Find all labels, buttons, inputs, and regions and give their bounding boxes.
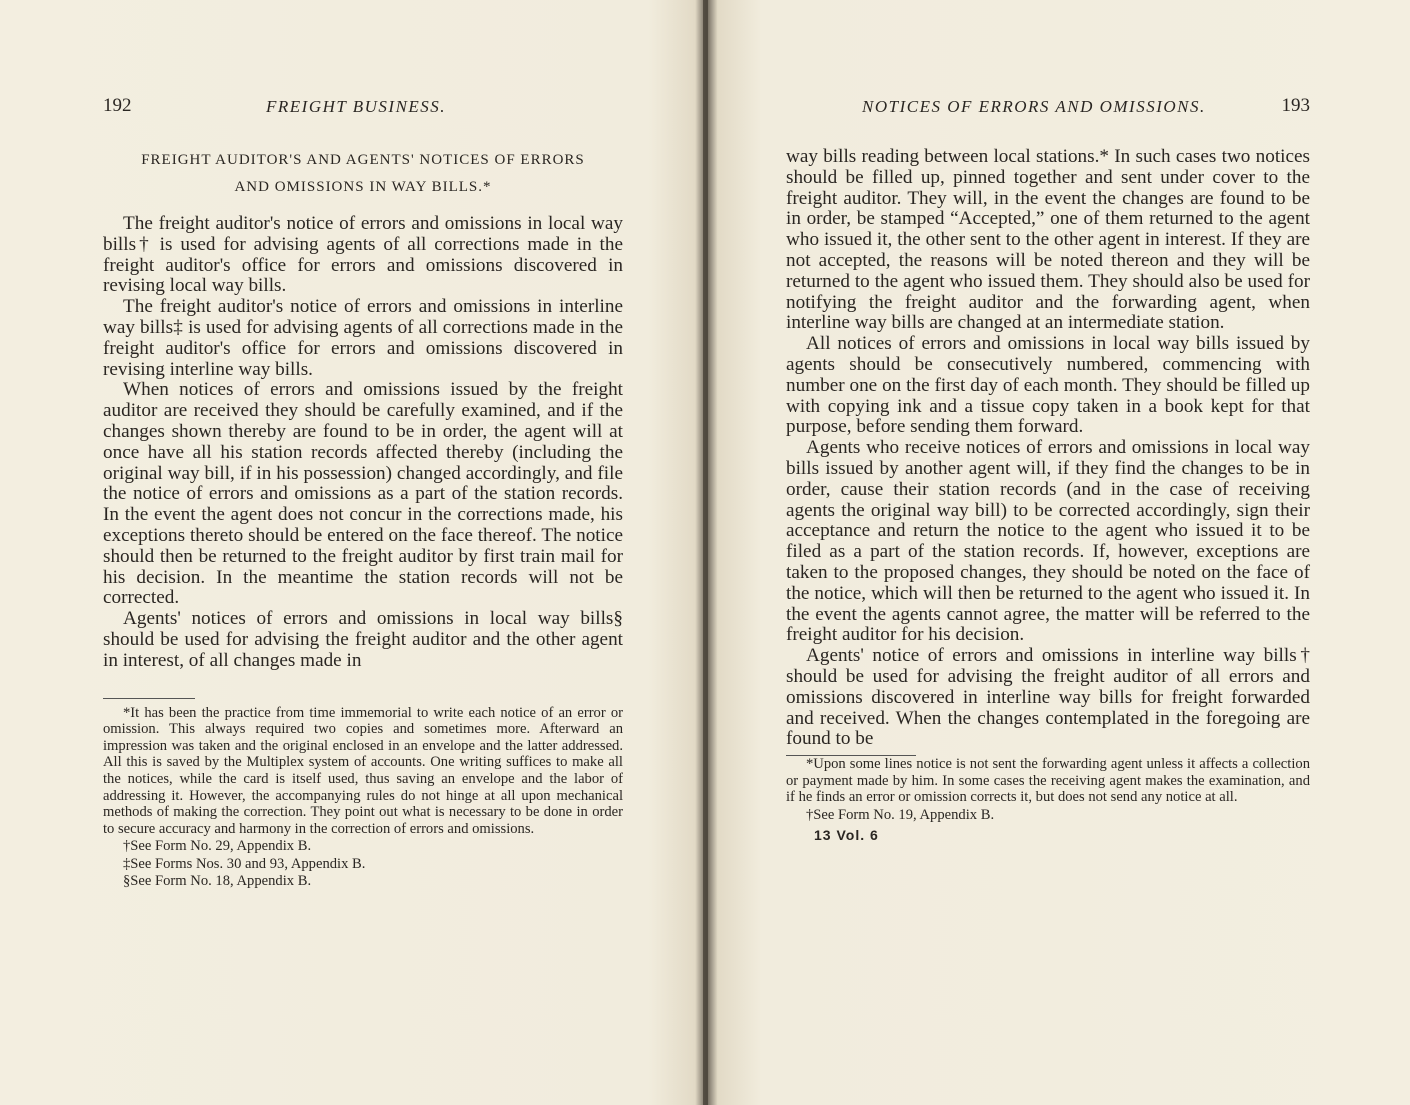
footnote: †See Form No. 29, Appendix B. bbox=[123, 838, 312, 855]
signature-mark: 13 Vol. 6 bbox=[814, 827, 879, 844]
section-heading bbox=[103, 147, 623, 201]
footnote: *It has been the practice from time immemorial to write each notice of an error or omission. This always required two copies and sometimes more. Afterward an impression was taken and the original enclosed in an envelope and the latter addressed. All this is saved by the Multiplex system of accounts. One writing suffices to make all the notices, while the card is itself used, thus saving an envelope and the labor of addressing it. However, the accompanying rules do not hinge at all upon mechanical methods of making the correction. They point out what is necessary to be done in order to secure accuracy and harmony in the correction of errors and omissions. bbox=[103, 704, 623, 837]
footnote: †See Form No. 19, Appendix B. bbox=[806, 806, 995, 823]
left-running-title: FREIGHT BUSINESS. bbox=[266, 97, 447, 116]
book-gutter bbox=[703, 0, 708, 1105]
left-page bbox=[103, 95, 623, 890]
right-page bbox=[786, 95, 1310, 843]
footnote-divider bbox=[786, 755, 916, 756]
footnote: §See Form No. 18, Appendix B. bbox=[123, 873, 312, 890]
paragraph: The freight auditor's notice of errors and omissions in local way bills† is used for advising agents of all corrections made in the freight auditor's office for errors and omissions discovered in revising local way bills. bbox=[103, 213, 623, 297]
paragraph: way bills reading between local stations.* In such cases two notices should be filled up, pinned together and sent under cover to the freight auditor. They will, in the event the changes are found to be in order, be stamped “Accepted,” one of them returned to the agent who issued it, the other sent to the other agent in interest. If they are not accepted, the reasons will be noted thereon and they will be returned to the agent who issued them. They should also be used for notifying the freight auditor and the forwarding agent, when interline way bills are changed at an intermediate station. bbox=[786, 146, 1310, 334]
left-running-head bbox=[103, 95, 623, 125]
right-running-title: NOTICES OF ERRORS AND OMISSIONS. bbox=[862, 97, 1206, 116]
paragraph: Agents who receive notices of errors and omissions in local way bills issued by another agent will, if they find the changes to be in order, cause their station records (and in the case of receiving agents the original way bill) to be corrected accordingly, sign their acceptance and return the notice to the agent who issued it to be filed as a part of the station records. If, however, exceptions are taken to the proposed changes, they should be noted on the face of the notice, which will then be returned to the agent who issued it. In the event the agents cannot agree, the matter will be referred to the freight auditor for his decision. bbox=[786, 437, 1310, 646]
paragraph: All notices of errors and omissions in local way bills issued by agents should be consecutively numbered, commencing with number one on the first day of each month. They should be filled up with copying ink and a tissue copy taken in a book kept for that purpose, before sending them forward. bbox=[786, 333, 1310, 438]
footnote: *Upon some lines notice is not sent the forwarding agent unless it affects a collection or payment made by him. In some cases the receiving agent makes the examination, and if he finds an error or omission corrects it, but does not send any notice at all. bbox=[786, 756, 1310, 806]
section-heading-line-1: FREIGHT AUDITOR'S AND AGENTS' NOTICES OF ERRORS bbox=[141, 152, 585, 168]
paragraph: When notices of errors and omissions issued by the freight auditor are received they should be carefully examined, and if the changes shown thereby are found to be in order, the agent will at once have all his station records affected thereby (including the original way bill, if in his possession) changed accordingly, and file the notice of errors and omissions as a part of the station records. In the event the agent does not concur in the corrections made, his exceptions thereto should be entered on the face thereof. The notice should then be returned to the freight auditor by first train mail for his decision. In the meantime the station records will not be corrected. bbox=[103, 379, 623, 609]
left-body-text bbox=[103, 214, 623, 672]
left-footnotes bbox=[103, 705, 623, 891]
footnote-divider bbox=[103, 698, 195, 699]
section-heading-line-2: AND OMISSIONS IN WAY BILLS.* bbox=[234, 179, 492, 195]
right-page-number: 193 bbox=[1281, 95, 1310, 116]
paragraph: Agents' notice of errors and omissions in interline way bills† should be used for advising the freight auditor of all errors and omissions discovered in interline way bills for freight forwarded and received. When the changes contemplated in the foregoing are found to be bbox=[786, 645, 1310, 750]
left-page-number: 192 bbox=[103, 95, 132, 116]
footnote: ‡See Forms Nos. 30 and 93, Appendix B. bbox=[123, 855, 366, 872]
right-running-head bbox=[786, 95, 1310, 125]
right-body-text bbox=[786, 147, 1310, 750]
right-footnotes bbox=[786, 756, 1310, 823]
paragraph: Agents' notices of errors and omissions in local way bills§ should be used for advising the freight auditor and the other agent in interest, of all changes made in bbox=[103, 608, 623, 671]
paragraph: The freight auditor's notice of errors and omissions in interline way bills‡ is used for advising agents of all corrections made in the freight auditor's office for errors and omissions discovered in revising interline way bills. bbox=[103, 296, 623, 380]
